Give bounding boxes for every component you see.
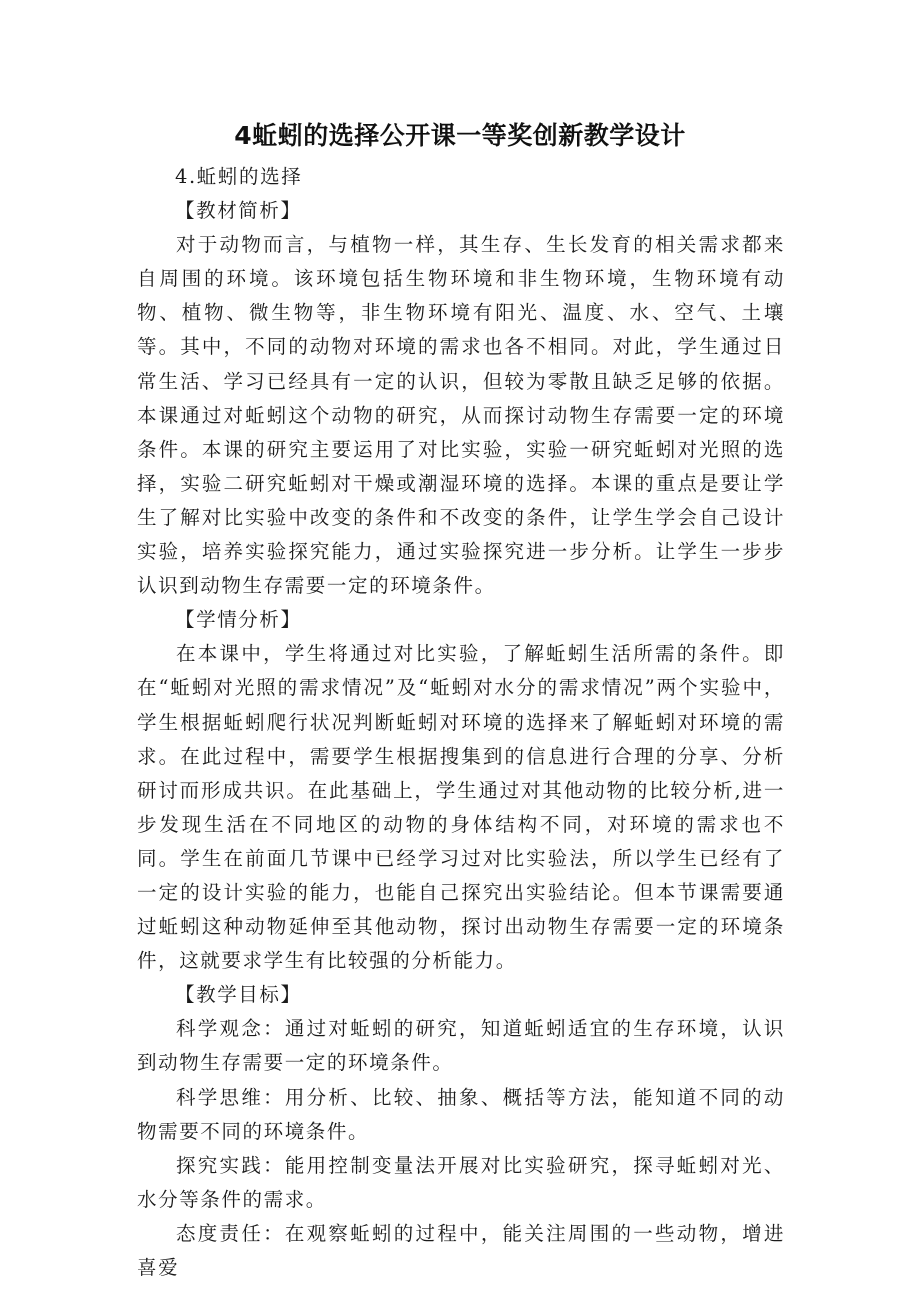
document-body xyxy=(137,160,785,1285)
paragraph: 对于动物而言，与植物一样，其生存、生长发育的相关需求都来自周围的环境。该环境包括生物环境和非生物环境，生物环境有动物、植物、微生物等，非生物环境有阳光、温度、水、空气、土壤等。其中，不同的动物对环境的需求也各不相同。对此，学生通过日常生活、学习已经具有一定的认识，但较为零散且缺乏足够的依据。本课通过对蚯蚓这个动物的研究，从而探讨动物生存需要一定的环境条件。本课的研究主要运用了对比实验，实验一研究蚯蚓对光照的选择，实验二研究蚯蚓对干燥或潮湿环境的选择。本课的重点是要让学生了解对比实验中改变的条件和不改变的条件，让学生学会自己设计实验，培养实验探究能力，通过实验探究进一步分析。让学生一步步认识到动物生存需要一定的环境条件。 xyxy=(137,233,785,598)
objective-scientific-thinking: 科学思维：用分析、比较、抽象、概括等方法，能知道不同的动物需要不同的环境条件。 xyxy=(137,1085,785,1143)
document-title: 4蚯蚓的选择公开课一等奖创新教学设计 xyxy=(234,121,686,150)
section-heading: 【教材简析】 xyxy=(175,199,302,223)
paragraph: 在本课中，学生将通过对比实验，了解蚯蚓生活所需的条件。即在“蚯蚓对光照的需求情况”及“蚯蚓对水分的需求情况”两个实验中，学生根据蚯蚓爬行状况判断蚯蚓对环境的选择来了解蚯蚓对环境的需求。在此过程中，需要学生根据搜集到的信息进行合理的分享、分析研讨而形成共识。在此基础上，学生通过对其他动物的比较分析,进一步发现生活在不同地区的动物的身体结构不同，对环境的需求也不同。学生在前面几节课中已经学习过对比实验法，所以学生已经有了一定的设计实验的能力，也能自己探究出实验结论。但本节课需要通过蚯蚓这种动物延伸至其他动物，探讨出动物生存需要一定的环境条件，这就要求学生有比较强的分析能力。 xyxy=(137,642,785,973)
objective-inquiry-practice: 探究实践：能用控制变量法开展对比实验研究，探寻蚯蚓对光、水分等条件的需求。 xyxy=(137,1153,785,1211)
section-student-analysis xyxy=(137,603,785,978)
section-heading: 【教学目标】 xyxy=(175,983,302,1007)
section-teaching-objectives xyxy=(137,978,785,1285)
section-textbook-analysis xyxy=(137,194,785,603)
section-heading: 【学情分析】 xyxy=(175,608,302,632)
objective-attitude-responsibility: 态度责任：在观察蚯蚓的过程中，能关注周围的一些动物，增进喜爱 xyxy=(137,1221,785,1279)
objective-scientific-concept: 科学观念：通过对蚯蚓的研究，知道蚯蚓适宜的生存环境，认识到动物生存需要一定的环境条件。 xyxy=(137,1017,785,1075)
lesson-subtitle: 4.蚯蚓的选择 xyxy=(175,165,303,188)
